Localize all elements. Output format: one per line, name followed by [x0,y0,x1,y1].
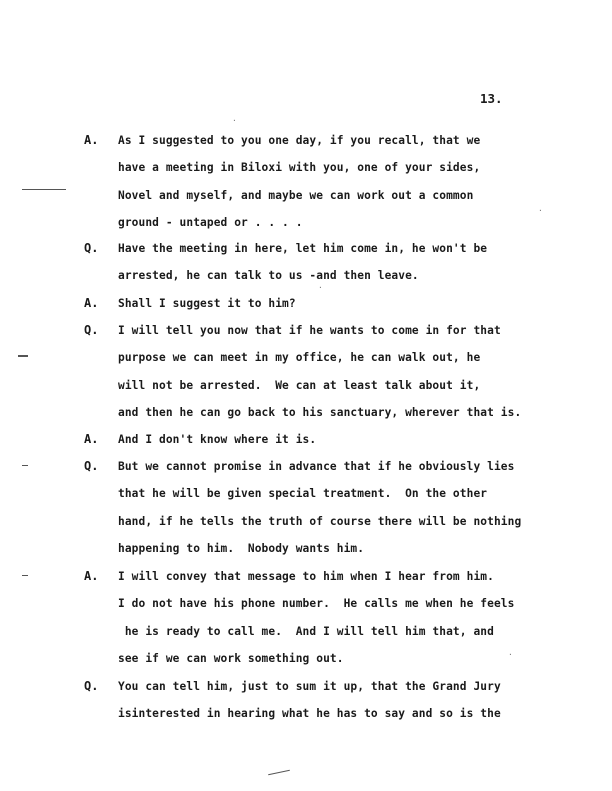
entry-text [118,127,598,237]
text-line: ground - untaped or . . . . [118,216,303,230]
speaker-label: Q. [84,241,99,255]
text-line: happening to him. Nobody wants him. [118,542,365,556]
text-line: hand, if he tells the truth of course there will be nothing [118,514,522,528]
scan-speck: · [318,283,323,292]
text-line: Shall I suggest it to him? [118,297,296,310]
margin-mark [22,189,66,190]
text-line: see if we can work something out. [118,652,344,666]
text-line: But we cannot promise in advance that if he obviously lies [118,460,515,473]
speaker-label: A. [84,569,99,583]
margin-mark [18,355,28,357]
entry-text [118,563,598,673]
text-line: arrested, he can talk to us -and then leave. [118,269,419,283]
text-line: and then he can go back to his sanctuary, wherever that is. [118,406,522,420]
speaker-label: A. [84,133,99,147]
entry-text [118,317,598,427]
text-line: that he will be given special treatment. On the other [118,487,488,501]
speaker-label: A. [84,296,99,310]
speaker-label: Q. [84,459,99,473]
speaker-label: Q. [84,679,99,693]
scan-speck: · [232,116,237,125]
text-line: And I don't know where it is. [118,433,317,446]
text-line: You can tell him, just to sum it up, that the Grand Jury [118,680,501,693]
margin-mark [22,575,28,576]
text-line: Have the meeting in here, let him come in, he won't be [118,242,488,255]
entry-text [118,426,598,453]
entry-text [118,235,598,290]
entry-text [118,453,598,563]
margin-mark [22,465,28,466]
entry-text [118,673,598,728]
text-line: purpose we can meet in my office, he can walk out, he [118,351,481,365]
text-line: have a meeting in Biloxi with you, one of your sides, [118,161,481,175]
text-line: I will tell you now that if he wants to come in for that [118,324,501,337]
text-line: I do not have his phone number. He calls me when he feels [118,597,515,611]
text-line: As I suggested to you one day, if you recall, that we [118,134,481,147]
text-line: Novel and myself, and maybe we can work out a common [118,188,474,202]
entry-text [118,290,598,317]
scan-speck: · [538,206,543,215]
speaker-label: A. [84,432,99,446]
page-number: 13. [480,91,503,106]
text-line: he is ready to call me. And I will tell him that, and [118,624,494,638]
scan-speck: · [508,650,513,659]
text-line: isinterested in hearing what he has to say and so is the [118,707,501,721]
speaker-label: Q. [84,323,99,337]
text-line: I will convey that message to him when I hear from him. [118,570,494,583]
text-line: will not be arrested. We can at least talk about it, [118,378,481,392]
